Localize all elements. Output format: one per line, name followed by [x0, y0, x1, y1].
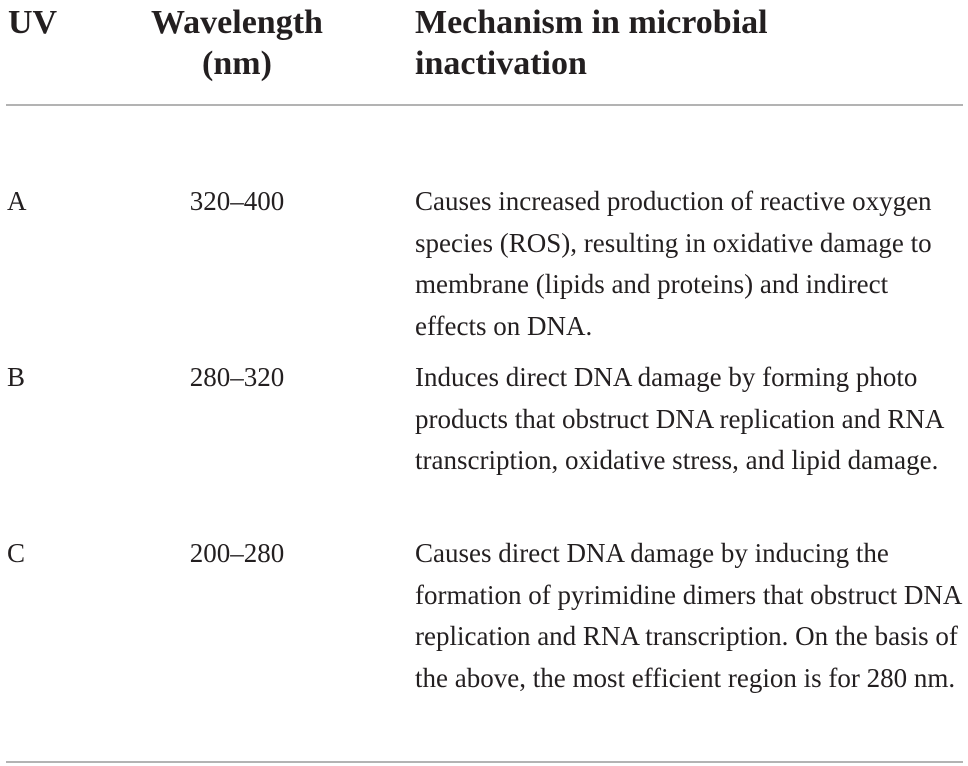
row-b-wavelength: 280–320 [189, 362, 285, 392]
row-c-uv: C [7, 538, 26, 568]
row-a-wavelength: 320–400 [189, 186, 285, 216]
row-c-wavelength: 200–280 [189, 538, 285, 568]
row-b-uv: B [7, 362, 26, 392]
row-a-mechanism: Causes increased production of reactive oxygen species (ROS), resulting in oxidative damage to membrane (lipids and proteins) and indirect effects on DNA. [415, 186, 932, 341]
header-mechanism: Mechanism in microbial inactivation [415, 4, 768, 82]
table-bottom-rule [6, 761, 963, 763]
row-c-mechanism: Causes direct DNA damage by inducing the formation of pyrimidine dimers that obstruct DNA replication and RNA transcription. On the basis of the above, the most efficient region is for 280 nm. [415, 538, 961, 693]
header-uv: UV [8, 4, 58, 41]
header-divider [6, 104, 963, 106]
row-b-mechanism: Induces direct DNA damage by forming photo products that obstruct DNA replication and RNA transcription, oxidative stress, and lipid damage. [415, 362, 943, 475]
header-wavelength: Wavelength (nm) [151, 4, 323, 82]
row-a-uv: A [7, 186, 27, 216]
